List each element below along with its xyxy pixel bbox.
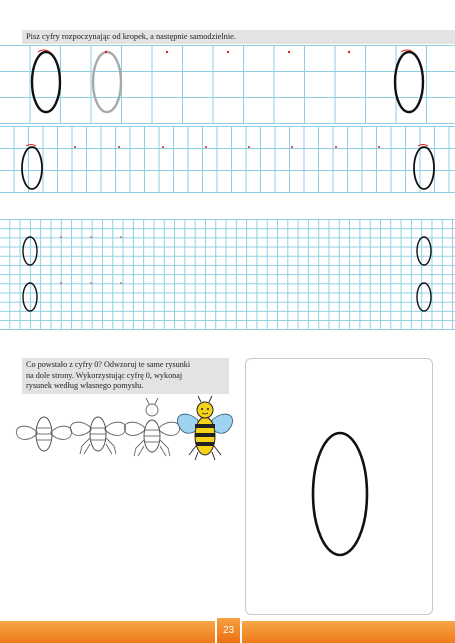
top-instruction: Pisz cyfry rozpoczynając od kropek, a następnie samodzielnie.: [22, 30, 455, 44]
bee-sketch-3-icon: [124, 398, 179, 456]
footer-bar-left: [0, 621, 215, 643]
zero-template: [246, 359, 434, 616]
drawing-area[interactable]: [245, 358, 433, 615]
bee-sketch-2-icon: [70, 417, 125, 454]
task-line: rysunek według własnego pomysłu.: [26, 381, 144, 390]
task-line: Co powstało z cyfry 0? Odwzoruj te same rysunki: [26, 360, 191, 369]
bee-sketch-1-icon: [16, 417, 71, 451]
bee-colored-icon: [177, 396, 232, 460]
footer-bar-right: [242, 621, 455, 643]
task-line: na dole strony. Wykorzystując cyfrę 0, wykonaj: [26, 370, 183, 380]
page-number: 23: [217, 618, 240, 643]
